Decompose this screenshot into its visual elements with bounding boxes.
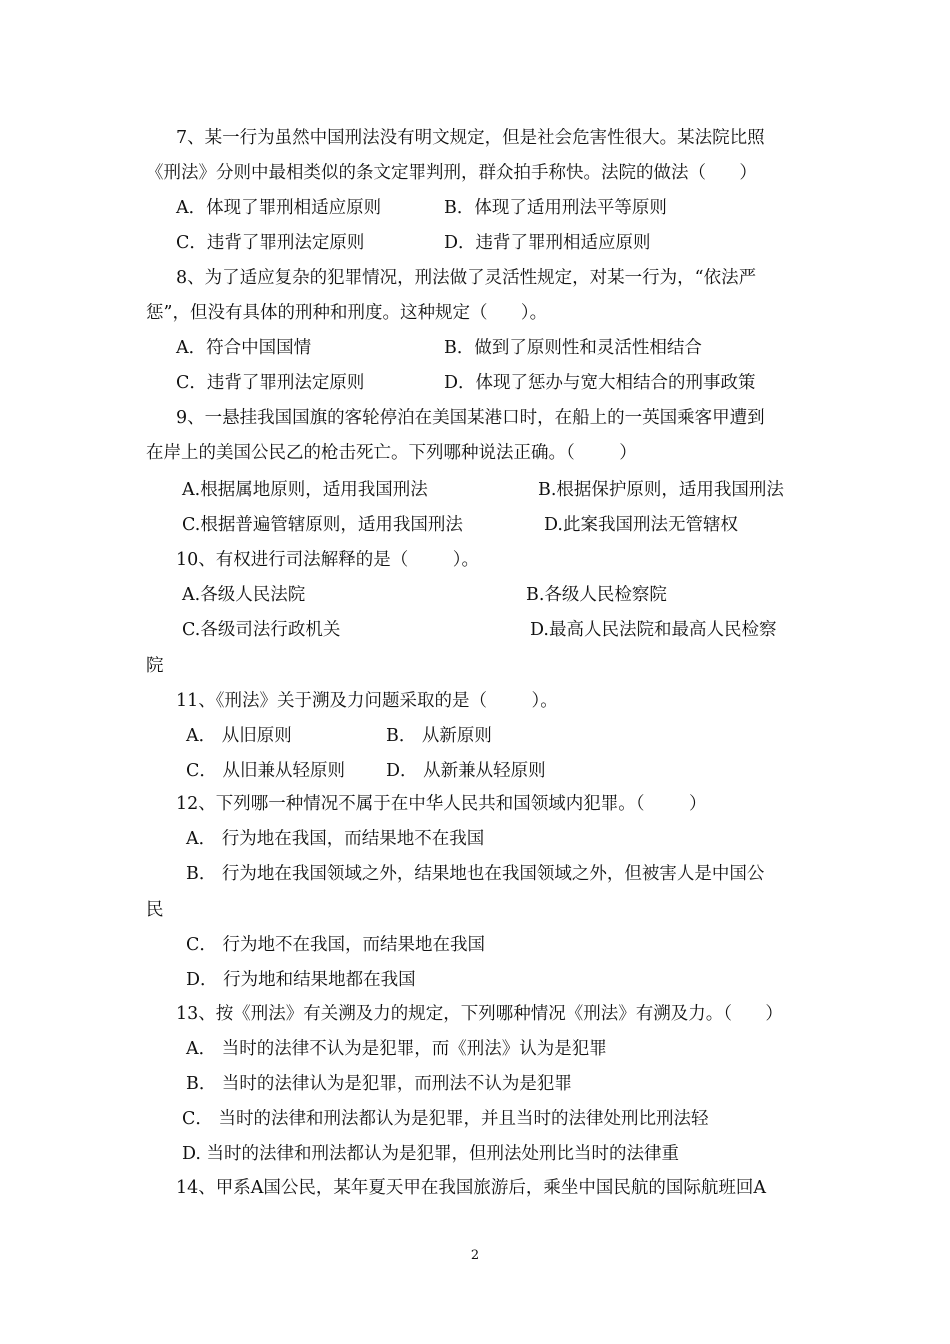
question-10-option-c: C.各级司法行政机关: [182, 620, 341, 640]
question-7-option-c: C．违背了罪刑法定原则: [176, 233, 365, 253]
question-10-option-a: A.各级人民法院: [182, 585, 306, 605]
question-9-option-c: C.根据普遍管辖原则，适用我国刑法: [182, 515, 463, 535]
question-9-option-b: B.根据保护原则，适用我国刑法: [538, 480, 784, 500]
question-7-option-a: A．体现了罪刑相适应原则: [176, 198, 382, 218]
question-11-line-1: 11、《刑法》关于溯及力问题采取的是（ ）。: [176, 691, 558, 711]
question-13-line-1: 13、按《刑法》有关溯及力的规定，下列哪种情况《刑法》有溯及力。（ ）: [176, 1004, 783, 1024]
question-10-line-1: 10、有权进行司法解释的是（ ）。: [176, 550, 480, 570]
question-7-option-b: B．体现了适用刑法平等原则: [444, 198, 667, 218]
question-10-option-d: D.最高人民法院和最高人民检察: [530, 620, 777, 640]
question-7-line-2: 《刑法》分则中最相类似的条文定罪判刑，群众拍手称快。法院的做法（ ）: [146, 163, 757, 183]
question-11-option-d: D． 从新兼从轻原则: [386, 761, 546, 781]
question-14-line-1: 14、甲系A国公民，某年夏天甲在我国旅游后，乘坐中国民航的国际航班回A: [176, 1178, 767, 1198]
question-8-option-b: B．做到了原则性和灵活性相结合: [444, 338, 702, 358]
question-11-option-a: A． 从旧原则: [186, 726, 292, 746]
question-13-option-b: B． 当时的法律认为是犯罪，而刑法不认为是犯罪: [186, 1074, 572, 1094]
question-12-line-1: 12、下列哪一种情况不属于在中华人民共和国领域内犯罪。（ ）: [176, 794, 707, 814]
question-12-option-d: D． 行为地和结果地都在我国: [186, 970, 416, 990]
question-8-line-1: 8、为了适应复杂的犯罪情况，刑法做了灵活性规定，对某一行为，“依法严: [176, 268, 757, 288]
question-12-option-a: A． 行为地在我国，而结果地不在我国: [186, 829, 485, 849]
question-12-option-b: B． 行为地在我国领域之外，结果地也在我国领域之外，但被害人是中国公: [186, 864, 765, 884]
question-10-tail: 院: [146, 656, 164, 676]
question-12-option-c: C． 行为地不在我国，而结果地在我国: [186, 935, 485, 955]
question-7-line-1: 7、某一行为虽然中国刑法没有明文规定，但是社会危害性很大。某法院比照: [176, 128, 765, 148]
question-12-option-b-tail: 民: [146, 900, 164, 920]
question-8-line-2: 惩”，但没有具体的刑种和刑度。这种规定（ ）。: [146, 303, 548, 323]
page-number: 2: [470, 1248, 480, 1263]
question-8-option-a: A．符合中国国情: [176, 338, 312, 358]
question-10-option-b: B.各级人民检察院: [526, 585, 667, 605]
question-7-option-d: D．违背了罪刑相适应原则: [444, 233, 651, 253]
question-9-line-1: 9、一悬挂我国国旗的客轮停泊在美国某港口时，在船上的一英国乘客甲遭到: [176, 408, 765, 428]
question-9-option-a: A.根据属地原则，适用我国刑法: [182, 480, 428, 500]
question-8-option-c: C．违背了罪刑法定原则: [176, 373, 365, 393]
question-13-option-a: A． 当时的法律不认为是犯罪，而《刑法》认为是犯罪: [186, 1039, 607, 1059]
question-13-option-c: C． 当时的法律和刑法都认为是犯罪，并且当时的法律处刑比刑法轻: [182, 1109, 709, 1129]
question-9-line-2: 在岸上的美国公民乙的枪击死亡。下列哪种说法正确。（ ）: [146, 443, 637, 463]
question-13-option-d: D. 当时的法律和刑法都认为是犯罪，但刑法处刑比当时的法律重: [182, 1144, 680, 1164]
question-11-option-b: B． 从新原则: [386, 726, 492, 746]
question-9-option-d: D.此案我国刑法无管辖权: [544, 515, 738, 535]
question-8-option-d: D．体现了惩办与宽大相结合的刑事政策: [444, 373, 756, 393]
question-11-option-c: C． 从旧兼从轻原则: [186, 761, 345, 781]
